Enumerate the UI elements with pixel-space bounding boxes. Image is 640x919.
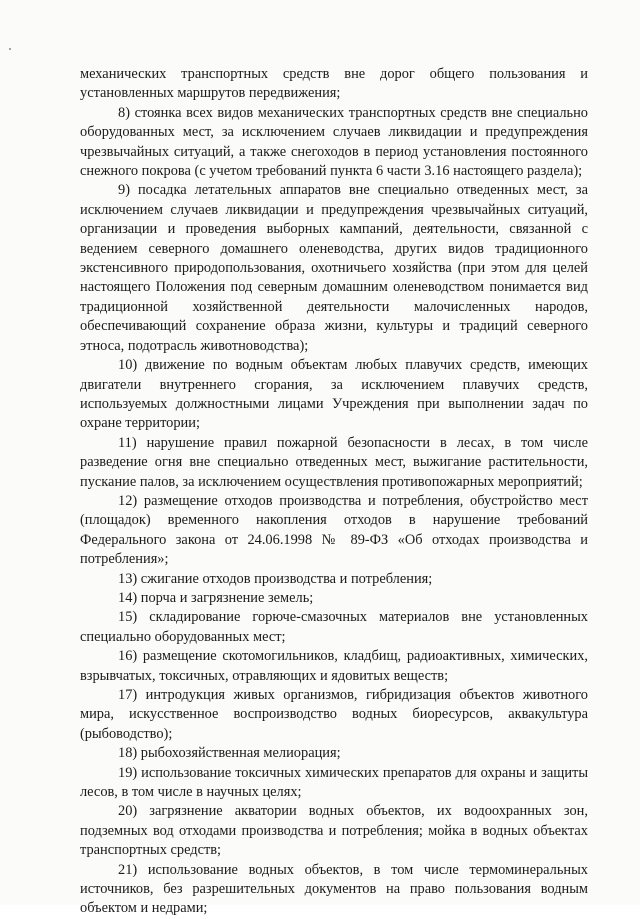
list-item-14: 14) порча и загрязнение земель; <box>118 589 314 606</box>
list-item-12: 12) размещение отходов производства и потребления, обустройство мест (площадок) временного накопления отходов в нарушение требований Федерального закона от 24.06.1998 № 89-ФЗ «Об отходах производства и потребления»; <box>80 492 588 568</box>
list-item-18: 18) рыбохозяйственная мелиорация; <box>118 745 341 762</box>
scan-speck <box>9 48 11 50</box>
list-item-8: 8) стоянка всех видов механических транспортных средств вне специально оборудованных мест, за исключением случаев ликвидации и предупреждения чрезвычайных ситуаций, а также снегоходов в период установления постоянного снежного покрова (с учетом требований пункта 6 части 3.16 настоящего раздела); <box>80 104 588 180</box>
document-body <box>80 65 588 919</box>
list-item-19: 19) использование токсичных химических препаратов для охраны и защиты лесов, в том числе в научных целях; <box>80 764 588 801</box>
list-item-13: 13) сжигание отходов производства и потребления; <box>118 570 433 587</box>
list-item-21: 21) использование водных объектов, в том числе термоминеральных источников, без разрешительных документов на право пользования водным объектом и недрами; <box>80 861 588 917</box>
list-item-11: 11) нарушение правил пожарной безопасности в лесах, в том числе разведение огня вне специально отведенных мест, выжигание растительности, пускание палов, за исключением осуществления противопожарных мероприятий; <box>80 434 588 490</box>
list-item-17: 17) интродукция живых организмов, гибридизация объектов животного мира, искусственное воспроизводство водных биоресурсов, аквакультура (рыбоводство); <box>80 687 588 742</box>
list-item-16: 16) размещение скотомогильников, кладбищ, радиоактивных, химических, взрывчатых, токсичных, отравляющих и ядовитых веществ; <box>80 648 588 684</box>
paragraph-continuation: механических транспортных средств вне дорог общего пользования и установленных маршрутов передвижения; <box>80 66 588 102</box>
list-item-10: 10) движение по водным объектам любых плавучих средств, имеющих двигатели внутреннего сгорания, за исключением плавучих средств, используемых должностными лицами Учреждения при выполнении задач по охране территории; <box>80 357 588 432</box>
list-item-20: 20) загрязнение акватории водных объектов, их водоохранных зон, подземных вод отходами производства и потребления; мойка в водных объектах транспортных средств; <box>80 803 588 859</box>
list-item-9: 9) посадка летательных аппаратов вне специально отведенных мест, за исключением случаев ликвидации и предупреждения чрезвычайных ситуаций, организации и проведения выборных кампаний, деятельности, связанной с ведением северного домашнего оленеводства, других видов традиционного экстенсивного природопользования, охотничьего хозяйства (при этом для целей настоящего Положения под северным домашним оленеводством понимается вид традиционной хозяйственной деятельности малочисленных народов, обеспечивающий сохранение образа жизни, культуры и традиций северного этноса, подотрасль животноводства); <box>80 182 588 354</box>
list-item-15: 15) складирование горюче-смазочных материалов вне установленных специально оборудованных мест; <box>80 609 588 645</box>
